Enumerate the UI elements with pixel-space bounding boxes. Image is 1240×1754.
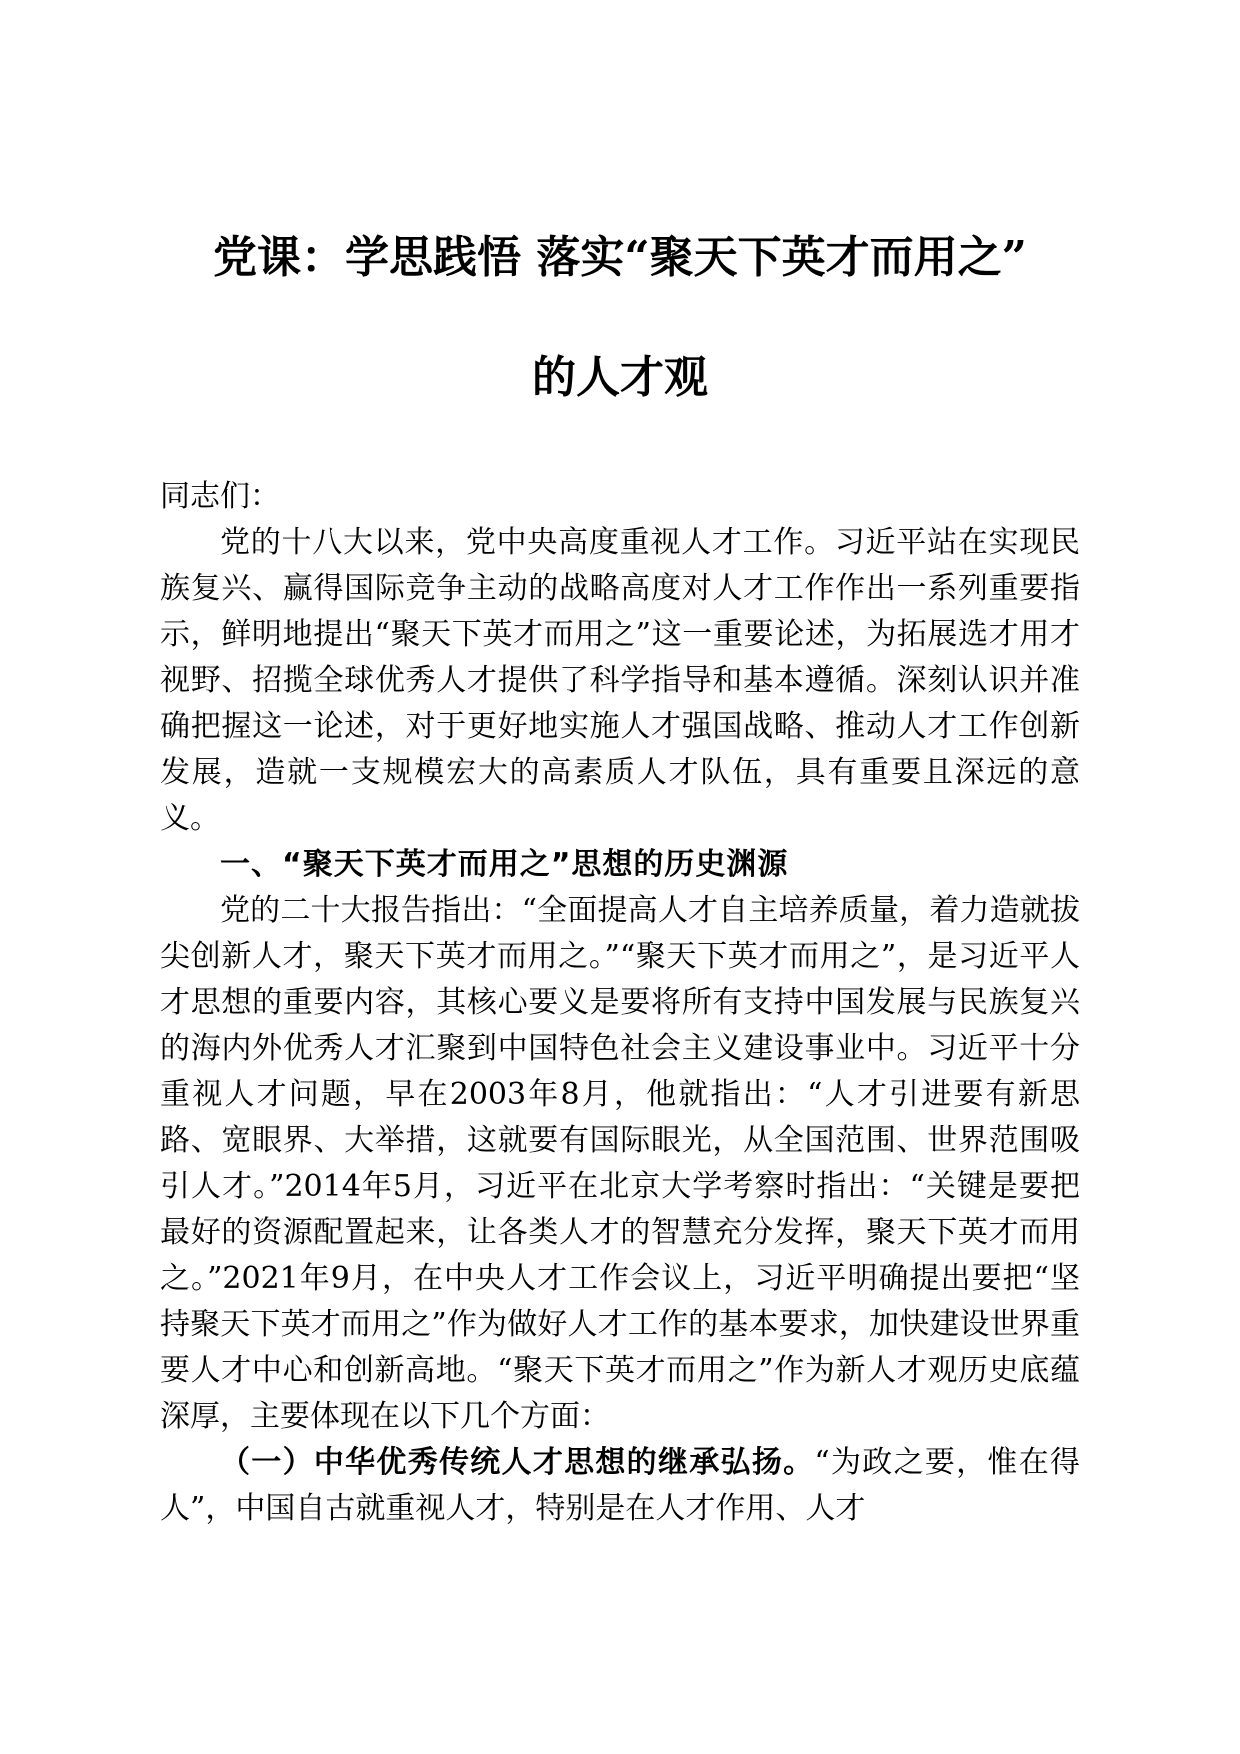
paragraph-intro: 党的十八大以来，党中央高度重视人才工作。习近平站在实现民族复兴、赢得国际竞争主动的战略高度对人才工作作出一系列重要指示，鲜明地提出“聚天下英才而用之”这一重要论述，为拓展选才用才视野、招揽全球优秀人才提供了科学指导和基本遵循。深刻认识并准确把握这一论述，对于更好地实施人才强国战略、推动人才工作创新发展，造就一支规模宏大的高素质人才队伍，具有重要且深远的意义。	[160, 525, 1080, 836]
subsection-heading-1: （一）中华优秀传统人才思想的继承弘扬。	[220, 1445, 815, 1480]
salutation: 同志们：	[160, 479, 280, 514]
subsection-1-text: “为政之要，惟在得人”，中国自古就重视人才，特别是在人才作用、人才	[160, 1445, 1080, 1526]
document-title-line-1: 党课：学思践悟 落实“聚天下英才而用之”	[213, 232, 1027, 283]
document-title-line-2: 的人才观	[532, 352, 708, 403]
paragraph-history: 党的二十大报告指出：“全面提高人才自主培养质量，着力造就拔尖创新人才，聚天下英才而用之。”“聚天下英才而用之”，是习近平人才思想的重要内容，其核心要义是要将所有支持中国发展与民族复兴的海内外优秀人才汇聚到中国特色社会主义建设事业中。习近平十分重视人才问题，早在2003年8月，他就指出：“人才引进要有新思路、宽眼界、大举措，这就要有国际眼光，从全国范围、世界范围吸引人才。”2014年5月，习近平在北京大学考察时指出：“关键是要把最好的资源配置起来，让各类人才的智慧充分发挥，聚天下英才而用之。”2021年9月，在中央人才工作会议上，习近平明确提出要把“坚持聚天下英才而用之”作为做好人才工作的基本要求，加快建设世界重要人才中心和创新高地。“聚天下英才而用之”作为新人才观历史底蕴深厚，主要体现在以下几个方面：	[160, 893, 1080, 1434]
paragraph-subsection-1	[160, 1440, 1080, 1532]
document-body	[160, 470, 1080, 1532]
section-heading-1: 一、“聚天下英才而用之”思想的历史渊源	[220, 847, 789, 882]
